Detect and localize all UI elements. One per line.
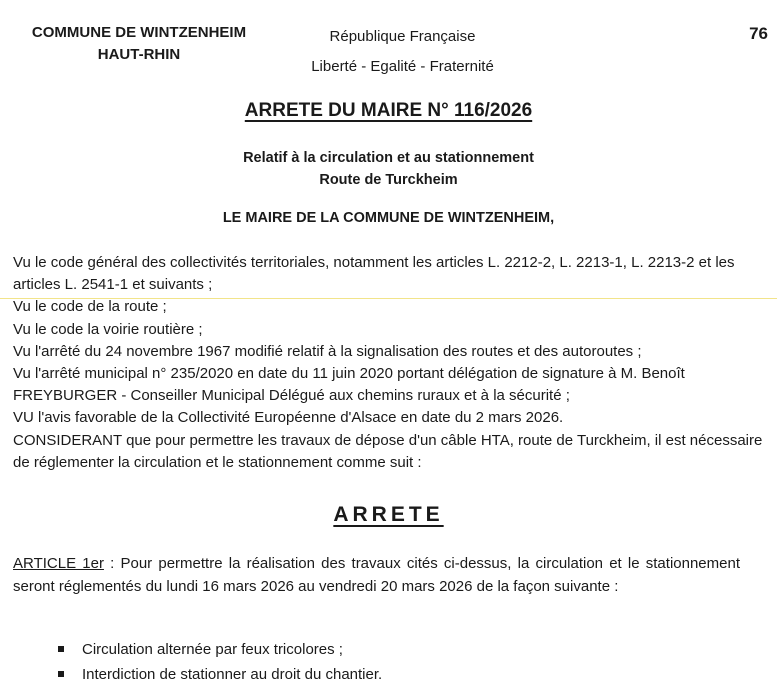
subject-line-1: Relatif à la circulation et au stationnement [243,150,534,166]
mayor-heading: LE MAIRE DE LA COMMUNE DE WINTZENHEIM, [222,210,555,226]
measure-text: Circulation alternée par feux tricolores ; [82,641,343,658]
republic-block [290,22,515,82]
republic-name: République Française [329,28,476,45]
decree-subject [0,147,777,191]
square-bullet-icon [58,671,64,677]
commune-name: COMMUNE DE WINTZENHEIM [31,24,247,41]
consideration-item: CONSIDERANT que pour permettre les travaux de dépose d'un câble HTA, route de Turckheim, il est nécessaire de réglementer la circulation et le stationnement comme suit : [13,431,763,471]
considerations-block [13,252,765,474]
list-item [58,662,382,687]
decision-heading-block [0,503,777,527]
consideration-item: VU l'avis favorable de la Collectivité Européenne d'Alsace en date du 2 mars 2026. [13,409,564,427]
decree-title: ARRETE DU MAIRE N° 116/2026 [244,100,533,121]
consideration-item: Vu le code la voirie routière ; [13,320,203,338]
article-1 [13,553,740,598]
republic-motto: Liberté - Egalité - Fraternité [311,58,494,75]
consideration-item: Vu le code général des collectivités territoriales, notamment les articles L. 2212-2, L. 2213-1, L. 2213-2 et les articles L. 2541-1 et suivants ; [13,254,735,294]
issuer-block [14,22,264,66]
consideration-item: Vu le code de la route ; [13,298,167,316]
list-item [58,637,382,662]
subject-line-2: Route de Turckheim [319,172,458,188]
consideration-item: Vu l'arrêté municipal n° 235/2020 en date du 11 juin 2020 portant délégation de signature à M. Benoît FREYBURGER - Conseiller Municipal Délégué aux chemins ruraux et à la sécurité ; [13,365,685,405]
measures-list [58,637,382,687]
page-number: 76 [749,24,768,43]
measure-text: Interdiction de stationner au droit du chantier. [82,666,383,683]
square-bullet-icon [58,646,64,652]
article-1-text: : Pour permettre la réalisation des travaux cités ci-dessus, la circulation et le stationnement seront réglementés du lundi 16 mars 2026 au vendredi 20 mars 2026 de la façon suivante : [13,555,740,595]
department-name: HAUT-RHIN [97,46,181,63]
decree-title-block [0,100,777,122]
consideration-item: Vu l'arrêté du 24 novembre 1967 modifié relatif à la signalisation des routes et des autoroutes ; [13,342,642,360]
decision-heading: ARRETE [333,503,444,526]
article-1-label: ARTICLE 1er [13,555,104,572]
